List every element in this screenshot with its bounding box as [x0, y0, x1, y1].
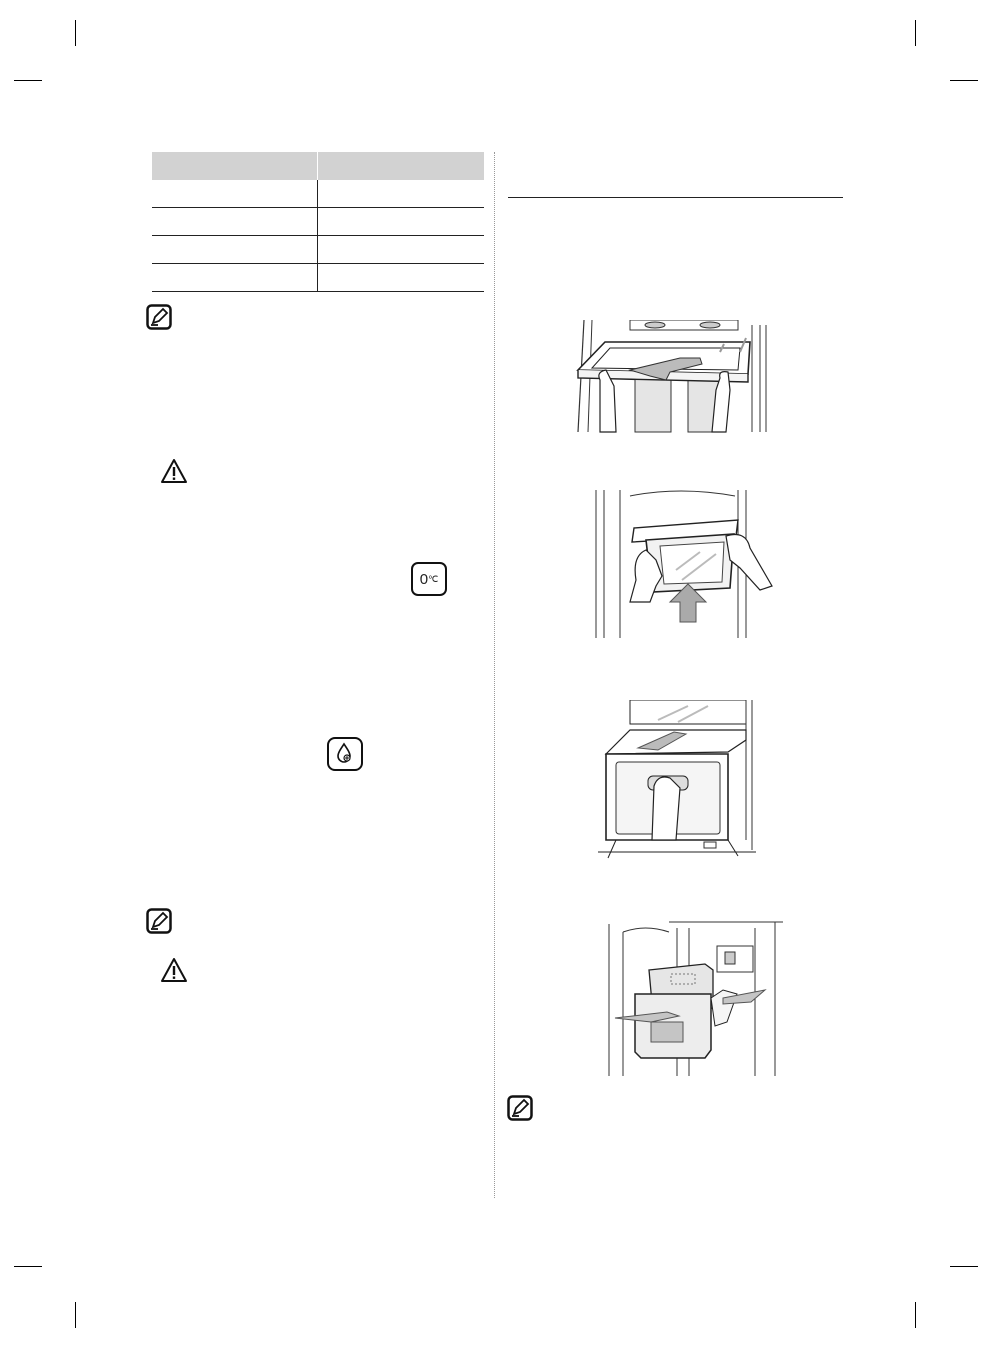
- crop-mark: [950, 1266, 978, 1267]
- table-cell: [152, 208, 318, 235]
- table-cell: [152, 236, 318, 263]
- table-header: [152, 152, 484, 180]
- zero-degree-value: 0: [419, 570, 429, 588]
- crop-mark: [75, 1302, 76, 1328]
- crop-mark: [915, 1302, 916, 1328]
- table-header-cell: [318, 152, 484, 180]
- table-cell: [318, 236, 484, 263]
- crop-mark: [915, 20, 916, 46]
- crop-mark: [75, 20, 76, 46]
- caution-triangle-icon: [160, 957, 188, 988]
- crop-mark: [14, 80, 42, 81]
- table-cell: [318, 208, 484, 235]
- data-table: [152, 152, 484, 292]
- crop-mark: [950, 80, 978, 81]
- zero-degree-unit: ℃: [428, 573, 439, 584]
- water-drop-button-icon: [327, 737, 363, 776]
- note-pencil-icon: [507, 1095, 533, 1126]
- table-row: [152, 236, 484, 264]
- table-cell: [152, 264, 318, 291]
- table-header-cell: [152, 152, 318, 180]
- zero-degree-button-icon: [411, 562, 447, 596]
- table-row: [152, 264, 484, 292]
- table-row: [152, 180, 484, 208]
- section-rule: [508, 197, 843, 198]
- upper-drawer-lift-illustration: [590, 490, 780, 640]
- shelf-removal-illustration: [570, 320, 770, 435]
- note-pencil-icon: [146, 908, 172, 939]
- lower-drawer-pull-illustration: [598, 700, 758, 865]
- note-pencil-icon: [146, 304, 172, 335]
- column-divider: [494, 152, 495, 1198]
- table-cell: [318, 180, 484, 207]
- door-bin-removal-illustration: [605, 918, 790, 1078]
- table-row: [152, 208, 484, 236]
- crop-mark: [14, 1266, 42, 1267]
- table-cell: [318, 264, 484, 291]
- table-cell: [152, 180, 318, 207]
- caution-triangle-icon: [160, 458, 188, 489]
